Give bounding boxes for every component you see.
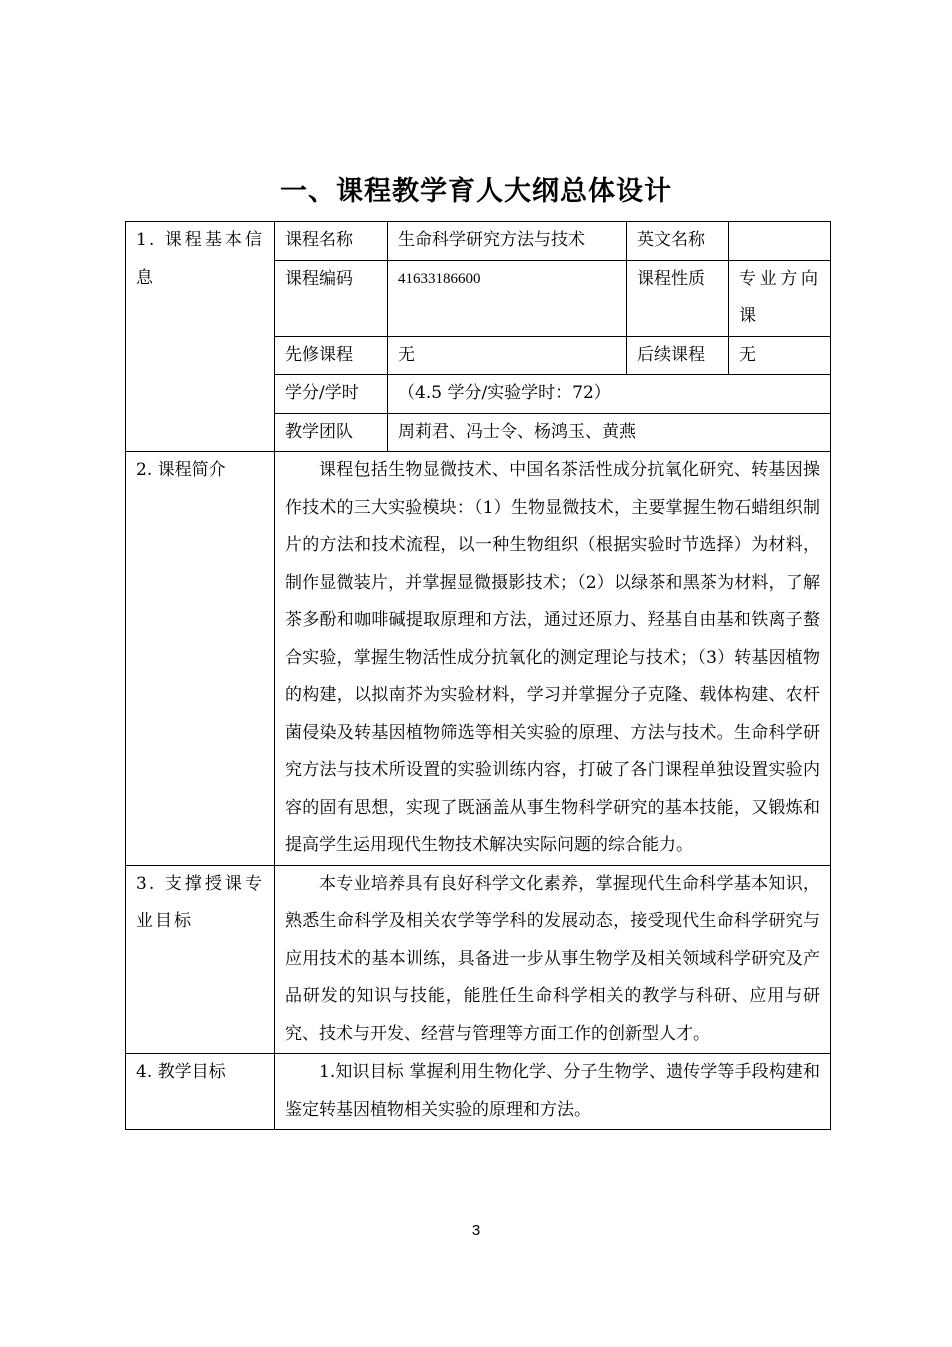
table-row bbox=[126, 452, 831, 866]
syllabus-table bbox=[125, 221, 831, 1130]
course-code-value: 41633186600 bbox=[388, 260, 627, 336]
course-name-label: 课程名称 bbox=[275, 222, 388, 261]
teaching-goal-text: 1.知识目标 掌握利用生物化学、分子生物学、遗传学等手段构建和鉴定转基因植物相关实验的原理和方法。 bbox=[285, 1062, 820, 1120]
followup-value: 无 bbox=[729, 336, 831, 375]
professional-goal-label: 3. 支撑授课专业目标 bbox=[126, 865, 275, 1054]
teaching-goal-cell bbox=[275, 1054, 831, 1130]
intro-text: 课程包括生物显微技术、中国名茶活性成分抗氧化研究、转基因操作技术的三大实验模块：（1）生物显微技术，主要掌握生物石蜡组织制片的方法和技术流程，以一种生物组织（根据实验时节选择）为材料，制作显微装片，并掌握显微摄影技术；（2）以绿茶和黑茶为材料，了解茶多酚和咖啡碱提取原理和方法，通过还原力、羟基自由基和铁离子螯合实验，掌握生物活性成分抗氧化的测定理论与技术；（3）转基因植物的构建，以拟南芥为实验材料，学习并掌握分子克隆、载体构建、农杆菌侵染及转基因植物筛选等相关实验的原理、方法与技术。生命科学研究方法与技术所设置的实验训练内容，打破了各门课程单独设置实验内容的固有思想，实现了既涵盖从事生物科学研究的基本技能，又锻炼和提高学生运用现代生物技术解决实际问题的综合能力。 bbox=[285, 460, 820, 855]
credit-hours-value: （4.5 学分/实验学时：72） bbox=[388, 375, 831, 414]
course-name-value: 生命科学研究方法与技术 bbox=[388, 222, 627, 261]
table-row bbox=[126, 1054, 831, 1130]
basic-info-label: 1. 课程基本信息 bbox=[126, 222, 275, 452]
table-row bbox=[126, 222, 831, 261]
intro-label: 2. 课程简介 bbox=[126, 452, 275, 866]
professional-goal-text: 本专业培养具有良好科学文化素养，掌握现代生命科学基本知识，熟悉生命科学及相关农学等学科的发展动态，接受现代生命科学研究与应用技术的基本训练，具备进一步从事生物学及相关领域科学研究及产品研发的知识与技能，能胜任生命科学相关的教学与科研、应用与研究、技术与开发、经营与管理等方面工作的创新型人才。 bbox=[285, 873, 820, 1044]
prerequisite-value: 无 bbox=[388, 336, 627, 375]
team-value: 周莉君、冯士令、杨鸿玉、黄燕 bbox=[388, 413, 831, 452]
course-nature-value: 专业方向课 bbox=[729, 260, 831, 336]
table-row bbox=[126, 865, 831, 1054]
credit-hours-label: 学分/学时 bbox=[275, 375, 388, 414]
english-name-label: 英文名称 bbox=[627, 222, 729, 261]
professional-goal-cell bbox=[275, 865, 831, 1054]
page-title: 一、课程教学育人大纲总体设计 bbox=[280, 176, 672, 207]
course-nature-label: 课程性质 bbox=[627, 260, 729, 336]
followup-label: 后续课程 bbox=[627, 336, 729, 375]
prerequisite-label: 先修课程 bbox=[275, 336, 388, 375]
intro-cell bbox=[275, 452, 831, 866]
page-number: 3 bbox=[471, 1222, 481, 1239]
teaching-goal-label: 4. 教学目标 bbox=[126, 1054, 275, 1130]
english-name-value bbox=[729, 222, 831, 261]
team-label: 教学团队 bbox=[275, 413, 388, 452]
course-code-label: 课程编码 bbox=[275, 260, 388, 336]
